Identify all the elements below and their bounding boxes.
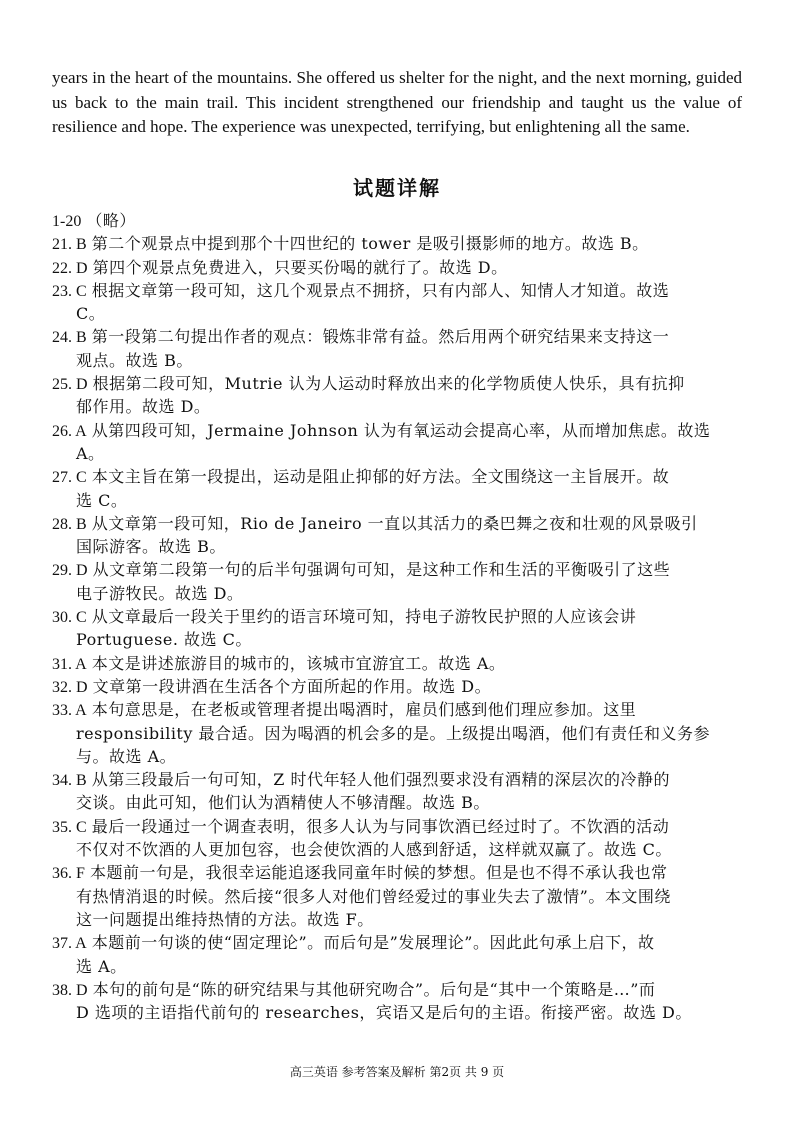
answer-text: 最后一段通过一个调查表明，很多人认为与同事饮酒已经过时了。不饮酒的活动 xyxy=(91,816,670,836)
answer-text: 选 A。 xyxy=(76,956,127,976)
answer-item xyxy=(52,279,742,302)
answer-number: 35. C xyxy=(52,818,87,836)
answer-number: 21. B xyxy=(52,236,87,254)
answer-item xyxy=(52,558,742,581)
answer-item xyxy=(52,978,742,1001)
answer-item xyxy=(52,232,742,255)
answer-text: （略） xyxy=(86,211,136,230)
answer-number: 22. D xyxy=(52,259,88,277)
answer-item xyxy=(52,605,742,628)
answer-text: 与。故选 A。 xyxy=(76,746,177,766)
answer-text: 本题前一句是，我很幸运能追逐我同童年时候的梦想。但是也不得不承认我也常 xyxy=(90,863,668,883)
answer-number: 32. D xyxy=(52,678,88,696)
answer-number: 27. C xyxy=(52,469,87,487)
section-title: 试题详解 xyxy=(353,176,441,200)
answer-list xyxy=(52,209,742,1024)
answer-text: 这一问题提出维持热情的方法。故选 F。 xyxy=(76,909,374,929)
answer-text: 选 C。 xyxy=(76,490,128,510)
answer-item xyxy=(52,209,742,232)
answer-continuation xyxy=(52,349,742,372)
answer-item xyxy=(52,325,742,348)
answer-text: A。 xyxy=(76,443,105,463)
answer-continuation xyxy=(52,791,742,814)
answer-text: 本文是讲述旅游目的城市的，该城市宜游宜工。故选 A。 xyxy=(91,653,506,673)
answer-number: 29. D xyxy=(52,562,88,580)
answer-item xyxy=(52,256,742,279)
answer-continuation xyxy=(52,628,742,651)
answer-text: 根据第二段可知，Mutrie 认为人运动时释放出来的化学物质使人快乐，具有抗抑 xyxy=(92,374,685,394)
answer-continuation xyxy=(52,395,742,418)
answer-item xyxy=(52,675,742,698)
answer-number: 34. B xyxy=(52,772,87,790)
answer-continuation xyxy=(52,955,742,978)
answer-number: 28. B xyxy=(52,515,87,533)
page-footer: 高三英语 参考答案及解析 第2页 共 9 页 xyxy=(289,1065,505,1079)
answer-text: 从文章最后一段关于里约的语言环境可知，持电子游牧民护照的人应该会讲 xyxy=(91,607,637,627)
answer-item xyxy=(52,931,742,954)
answer-text: D 选项的主语指代前句的 researches，宾语又是后句的主语。衔接严密。故选 D。 xyxy=(76,1003,692,1023)
answer-text: 从第四段可知，Jermaine Johnson 认为有氧运动会提高心率，从而增加焦虑。故选 xyxy=(91,420,711,440)
answer-continuation xyxy=(52,1001,742,1024)
answer-number: 26. A xyxy=(52,422,87,440)
answer-continuation xyxy=(52,885,742,908)
answer-text: 本句意思是，在老板或管理者提出喝酒时，雇员们感到他们理应参加。这里 xyxy=(91,700,637,720)
answer-number: 1-20 xyxy=(52,213,82,230)
answer-item xyxy=(52,419,742,442)
answer-item xyxy=(52,652,742,675)
answer-text: 电子游牧民。故选 D。 xyxy=(76,583,244,603)
answer-number: 33. A xyxy=(52,702,87,720)
intro-paragraph: years in the heart of the mountains. She offered us shelter for the night, and the next morning, guided us back to the main trail. This incident strengthened our friendship and taught us the value of resilience and hope. The experience was unexpected, terrifying, but enlightening all the same. xyxy=(52,68,742,137)
answer-text: 交谈。由此可知，他们认为酒精使人不够清醒。故选 B。 xyxy=(76,793,490,813)
answer-text: 第一段第二句提出作者的观点：锻炼非常有益。然后用两个研究结果来支持这一 xyxy=(91,327,670,347)
answer-text: 根据文章第一段可知，这几个观景点不拥挤，只有内部人、知情人才知道。故选 xyxy=(91,280,670,300)
answer-item xyxy=(52,465,742,488)
answer-text: 有热情消退的时候。然后接“很多人对他们曾经爱过的事业失去了激情”。本文围绕 xyxy=(76,886,671,906)
answer-text: 从第三段最后一句可知，Z 时代年轻人他们强烈要求没有酒精的深层次的冷静的 xyxy=(91,770,670,790)
answer-text: 文章第一段讲酒在生活各个方面所起的作用。故选 D。 xyxy=(92,676,492,696)
answer-continuation xyxy=(52,838,742,861)
answer-text: 本文主旨在第一段提出，运动是阻止抑郁的好方法。全文围绕这一主旨展开。故 xyxy=(91,467,670,487)
answer-continuation xyxy=(52,722,742,745)
answer-number: 37. A xyxy=(52,935,87,953)
answer-continuation xyxy=(52,908,742,931)
answer-number: 23. C xyxy=(52,282,87,300)
answer-text: 国际游客。故选 B。 xyxy=(76,537,226,557)
answer-number: 24. B xyxy=(52,329,87,347)
answer-number: 30. C xyxy=(52,609,87,627)
answer-number: 31. A xyxy=(52,655,87,673)
answer-text: 第二个观景点中提到那个十四世纪的 tower 是吸引摄影师的地方。故选 B。 xyxy=(91,234,649,254)
answer-item xyxy=(52,861,742,884)
answer-text: 从文章第一段可知，Rio de Janeiro 一直以其活力的桑巴舞之夜和壮观的风景吸引 xyxy=(91,513,698,533)
answer-text: 观点。故选 B。 xyxy=(76,350,193,370)
answer-continuation xyxy=(52,535,742,558)
answer-text: 不仅对不饮酒的人更加包容，也会使饮酒的人感到舒适，这样就双赢了。故选 C。 xyxy=(76,840,672,860)
answer-item xyxy=(52,372,742,395)
answer-continuation xyxy=(52,582,742,605)
answer-continuation xyxy=(52,442,742,465)
answer-number: 25. D xyxy=(52,376,88,394)
answer-item xyxy=(52,698,742,721)
answer-text: C。 xyxy=(76,304,106,324)
answer-item xyxy=(52,768,742,791)
answer-number: 36. F xyxy=(52,865,85,883)
answer-continuation xyxy=(52,302,742,325)
answer-text: 从文章第二段第一句的后半句强调句可知，是这种工作和生活的平衡吸引了这些 xyxy=(92,560,671,580)
answer-text: 本题前一句谈的使“固定理论”。而后句是”发展理论”。因此此句承上启下，故 xyxy=(91,933,655,953)
answer-item xyxy=(52,815,742,838)
answer-text: 郁作用。故选 D。 xyxy=(76,397,211,417)
answer-text: 第四个观景点免费进入，只要买份喝的就行了。故选 D。 xyxy=(92,257,508,277)
answer-item xyxy=(52,512,742,535)
answer-text: responsibility 最合适。因为喝酒的机会多的是。上级提出喝酒，他们有责任和义务参 xyxy=(76,723,710,743)
answer-number: 38. D xyxy=(52,981,88,999)
answer-continuation xyxy=(52,745,742,768)
answer-text: 本句的前句是“陈的研究结果与其他研究吻合”。后句是“其中一个策略是…”而 xyxy=(92,979,656,999)
answer-continuation xyxy=(52,489,742,512)
answer-text: Portuguese. 故选 C。 xyxy=(76,630,252,650)
